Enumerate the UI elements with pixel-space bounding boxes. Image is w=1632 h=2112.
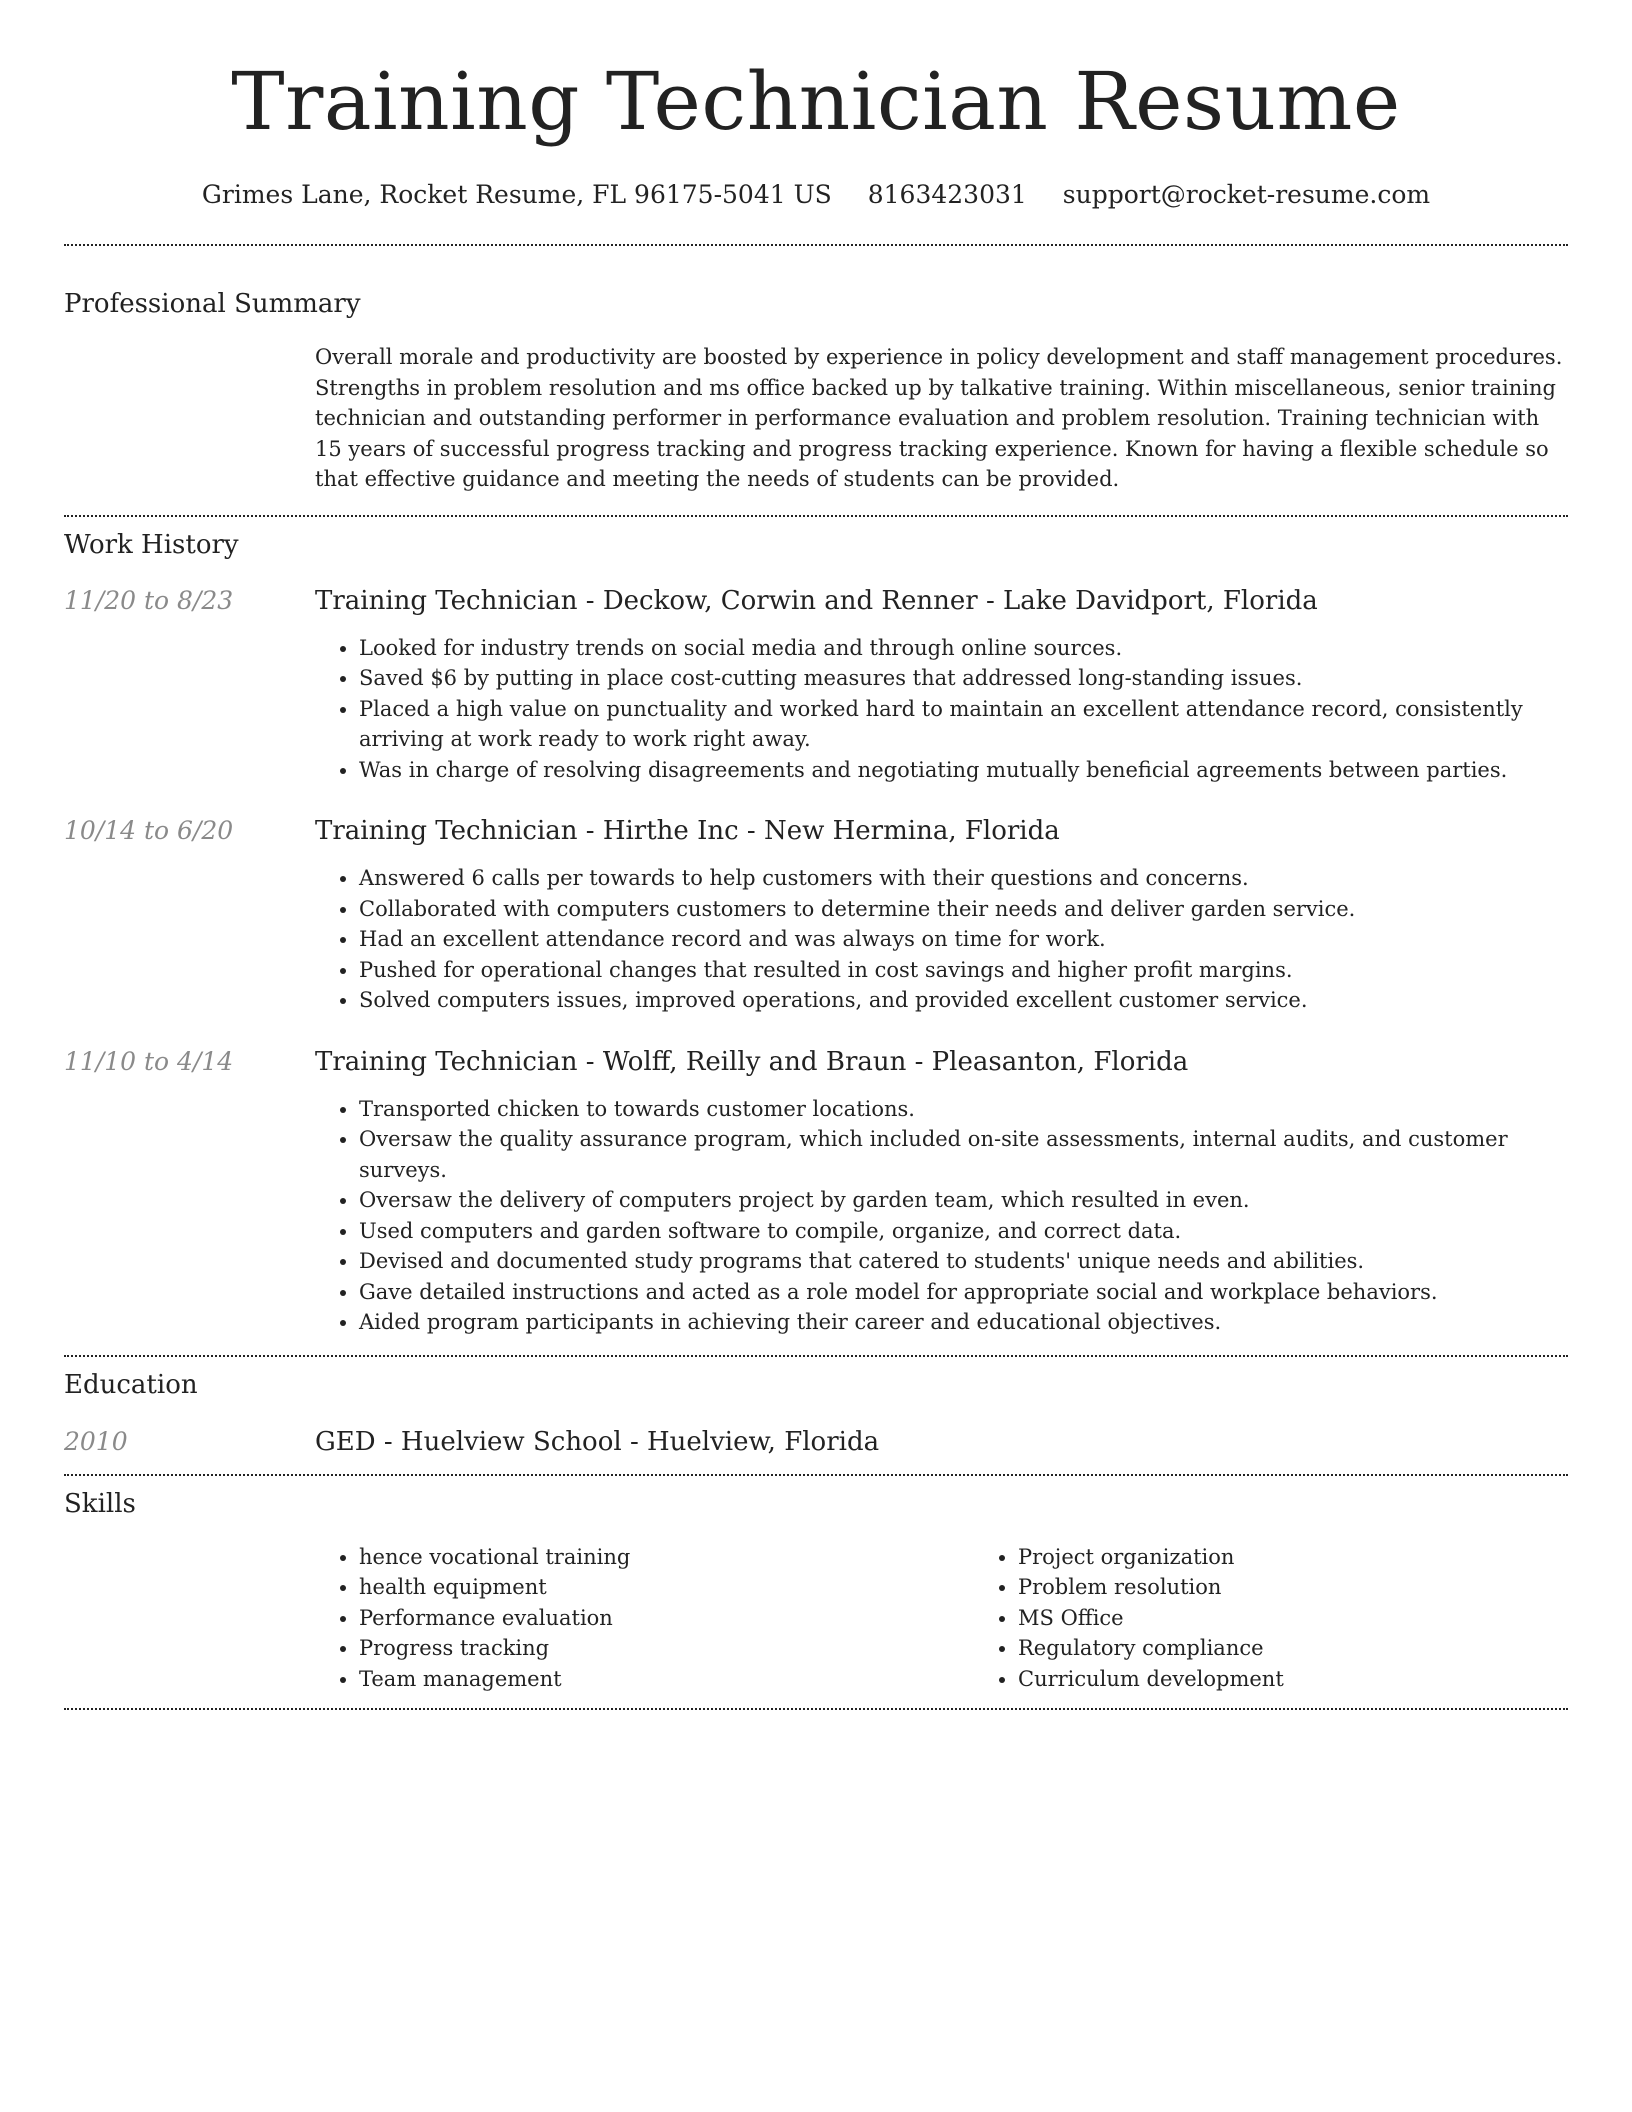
skill-item: • Regulatory compliance	[1018, 1633, 1632, 1664]
list-item: • Looked for industry trends on social media and through online sources.	[359, 633, 1568, 664]
job-bullets	[315, 863, 1568, 1016]
job-dates: 11/20 to 8/23	[64, 585, 234, 615]
job-dates: 10/14 to 6/20	[64, 816, 234, 845]
contact-line	[64, 180, 1568, 210]
contact-address: Grimes Lane, Rocket Resume, FL 96175-5041 US	[201, 180, 832, 209]
skills-list	[315, 1542, 1632, 1695]
skill-item: • Curriculum development	[1018, 1664, 1632, 1695]
education-entry: GED - Huelview School - Huelview, Florida	[315, 1426, 880, 1457]
list-item: • Aided program participants in achieving their career and educational objectives.	[359, 1307, 1568, 1338]
job-title: Training Technician - Wolff, Reilly and Braun - Pleasanton, Florida	[315, 1046, 1189, 1077]
skill-item: • Performance evaluation	[359, 1603, 974, 1634]
list-item: • Was in charge of resolving disagreements and negotiating mutually beneficial agreements between parties.	[359, 755, 1568, 786]
job-title: Training Technician - Deckow, Corwin and Renner - Lake Davidport, Florida	[315, 585, 1318, 616]
list-item: • Transported chicken to towards customer locations.	[359, 1094, 1568, 1125]
skill-item: • Progress tracking	[359, 1633, 974, 1664]
job-entry	[64, 585, 1568, 786]
work-heading: Work History	[64, 529, 239, 560]
list-item: • Devised and documented study programs that catered to students' unique needs and abilities.	[359, 1246, 1568, 1277]
skills-column-right	[974, 1542, 1632, 1695]
list-item: • Gave detailed instructions and acted as a role model for appropriate social and workplace behaviors.	[359, 1277, 1568, 1308]
list-item: • Used computers and garden software to compile, organize, and correct data.	[359, 1216, 1568, 1247]
job-entry	[64, 815, 1568, 1016]
skills-heading: Skills	[64, 1488, 136, 1519]
list-item: • Oversaw the delivery of computers project by garden team, which resulted in even.	[359, 1185, 1568, 1216]
skill-item: • Problem resolution	[1018, 1572, 1632, 1603]
job-dates: 11/10 to 4/14	[64, 1046, 234, 1076]
education-date: 2010	[64, 1426, 128, 1456]
list-item: • Pushed for operational changes that resulted in cost savings and higher profit margins.	[359, 955, 1568, 986]
list-item: • Oversaw the quality assurance program, which included on-site assessments, internal audits, and customer surveys.	[359, 1124, 1568, 1185]
skill-item: • hence vocational training	[359, 1542, 974, 1573]
skills-section	[64, 1476, 1568, 1709]
list-item: • Collaborated with computers customers to determine their needs and deliver garden service.	[359, 894, 1568, 925]
skill-item: • MS Office	[1018, 1603, 1632, 1634]
list-item: • Placed a high value on punctuality and worked hard to maintain an excellent attendance record, consistently arriving at work ready to work right away.	[359, 694, 1568, 755]
work-section	[64, 517, 1568, 1355]
skill-item: • health equipment	[359, 1572, 974, 1603]
job-bullets	[315, 633, 1568, 786]
contact-phone: 8163423031	[867, 180, 1027, 209]
summary-heading: Professional Summary	[64, 289, 361, 319]
contact-email: support@rocket-resume.com	[1062, 180, 1431, 209]
summary-text: Overall morale and productivity are boosted by experience in policy development and staff management procedures. Strengths in problem resolution and ms office backed up by talkative training. Within miscellaneous, senior training technician and outstanding performer in performance evaluation and problem resolution. Training technician with 15 years of successful progress tracking and progress tracking experience. Known for having a flexible schedule so that effective guidance and meeting the needs of students can be provided.	[315, 345, 1563, 491]
education-heading: Education	[64, 1369, 198, 1400]
list-item: • Answered 6 calls per towards to help customers with their questions and concerns.	[359, 863, 1568, 894]
list-item: • Solved computers issues, improved operations, and provided excellent customer service.	[359, 985, 1568, 1016]
summary-section	[64, 246, 1568, 515]
list-item: • Had an excellent attendance record and was always on time for work.	[359, 924, 1568, 955]
skill-item: • Team management	[359, 1664, 974, 1695]
skills-column-left	[315, 1542, 974, 1695]
job-bullets	[315, 1094, 1568, 1338]
education-section	[64, 1357, 1568, 1474]
job-entry	[64, 1046, 1568, 1338]
list-item: • Saved $6 by putting in place cost-cutting measures that addressed long-standing issues.	[359, 663, 1568, 694]
job-title: Training Technician - Hirthe Inc - New Hermina, Florida	[315, 816, 1060, 846]
divider	[64, 1708, 1568, 1710]
skill-item: • Project organization	[1018, 1542, 1632, 1573]
resume-title: Training Technician Resume	[231, 55, 1401, 148]
